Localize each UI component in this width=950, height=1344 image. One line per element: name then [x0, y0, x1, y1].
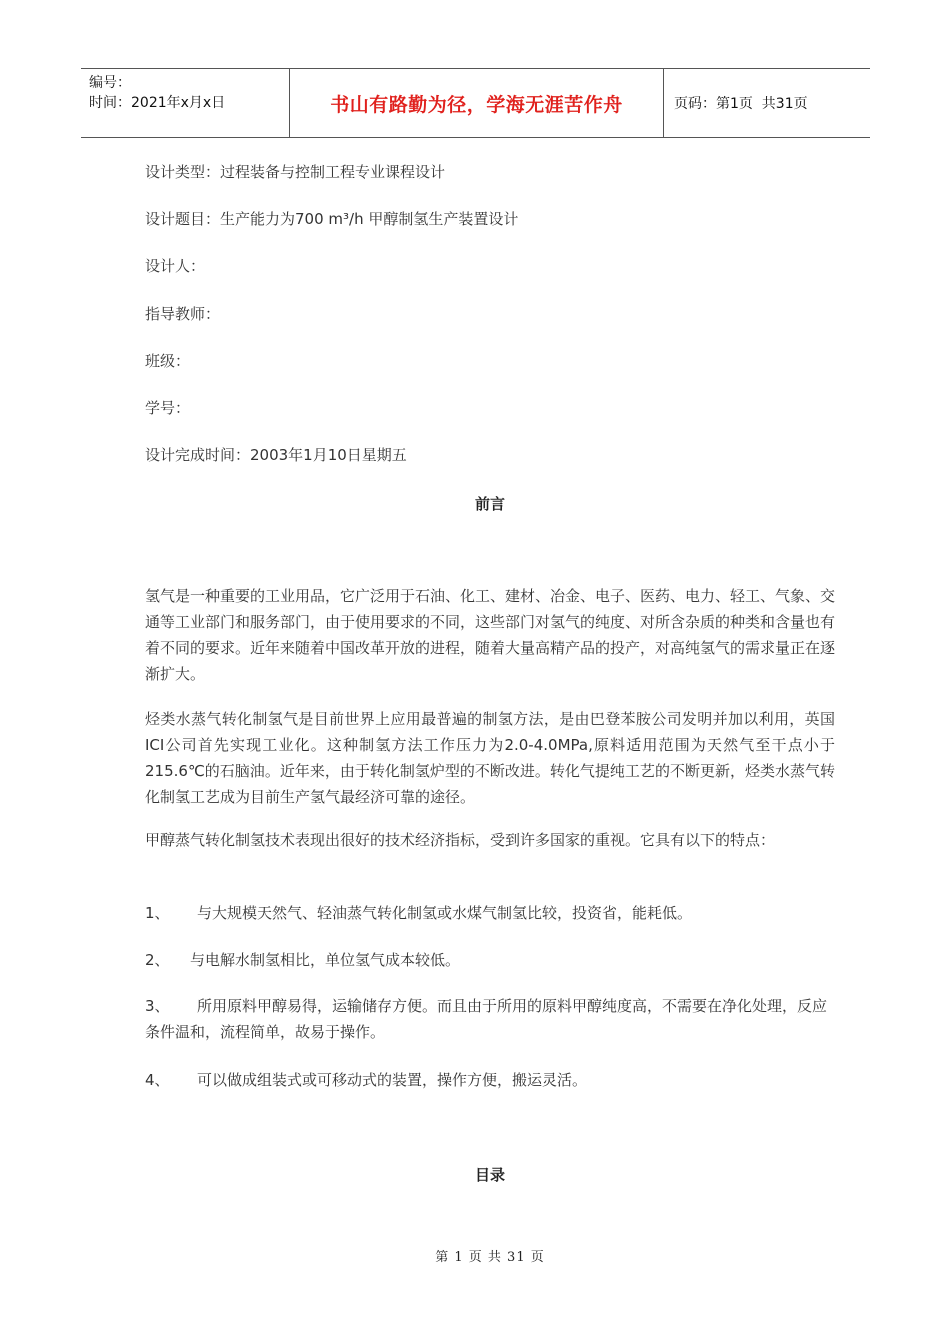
- preface-heading: 前言: [474, 495, 505, 513]
- header-motto: 书山有路勤为径，学海无涯苦作舟: [290, 69, 664, 137]
- feature-text: 与大规模天然气、轻油蒸气转化制氢或水煤气制氢比较，投资省，能耗低。: [197, 904, 693, 922]
- feature-list-item: [145, 900, 835, 926]
- feature-text: 与电解水制氢相比，单位氢气成本较低。: [190, 951, 461, 969]
- preface-paragraph: 烃类水蒸气转化制氢气是目前世界上应用最普遍的制氢方法，是由巴登苯胺公司发明并加以利用，英国ICI公司首先实现工业化。这种制氢方法工作压力为2.0-4.0MPa,原料适用范围为天然气至干点小于215.6℃的石脑油。近年来，由于转化制氢炉型的不断改进。转化气提纯工艺的不断更新，烃类水蒸气转化制氢工艺成为目前生产氢气最经济可靠的途径。: [145, 710, 835, 806]
- preface-paragraph: 甲醇蒸气转化制氢技术表现出很好的技术经济指标，受到许多国家的重视。它具有以下的特点：: [145, 831, 776, 849]
- feature-number: 3、: [145, 997, 170, 1015]
- designer-field: 设计人：: [145, 257, 206, 275]
- design-type-field: 设计类型：过程装备与控制工程专业课程设计: [145, 163, 446, 181]
- design-topic-field: 设计题目：生产能力为700 m³/h 甲醇制氢生产装置设计: [145, 210, 519, 228]
- feature-list-item: [145, 993, 835, 1045]
- feature-number: 4、: [145, 1071, 170, 1089]
- page-footer: 第 1 页 共 31 页: [435, 1250, 545, 1265]
- preface-paragraph: 氢气是一种重要的工业用品，它广泛用于石油、化工、建材、冶金、电子、医药、电力、轻工、气象、交通等工业部门和服务部门，由于使用要求的不同，这些部门对氢气的纯度、对所含杂质的种类和含量也有着不同的要求。近年来随着中国改革开放的进程，随着大量高精产品的投产，对高纯氢气的需求量正在逐渐扩大。: [145, 587, 836, 683]
- advisor-field: 指导教师：: [145, 305, 221, 323]
- feature-number: 2、: [145, 951, 170, 969]
- header-page-label: 页码：第1页 共31页: [674, 96, 808, 112]
- toc-heading: 目录: [474, 1166, 505, 1184]
- feature-number: 1、: [145, 904, 170, 922]
- completion-time-field: 设计完成时间：2003年1月10日星期五: [145, 446, 407, 464]
- header-left-cell: [81, 69, 290, 137]
- feature-text: 可以做成组装式或可移动式的装置，操作方便，搬运灵活。: [197, 1071, 588, 1089]
- feature-text: 所用原料甲醇易得，运输储存方便。而且由于所用的原料甲醇纯度高，不需要在净化处理，反应条件温和，流程简单，故易于操作。: [145, 997, 828, 1041]
- header-page-cell: [664, 69, 870, 137]
- feature-list-item: [145, 947, 835, 973]
- feature-list-item: [145, 1067, 835, 1093]
- class-field: 班级：: [145, 352, 191, 370]
- student-id-field: 学号：: [145, 399, 191, 417]
- document-time-label: 时间：2021年x月x日: [89, 95, 226, 111]
- page-header: [81, 68, 870, 138]
- document-number-label: 编号：: [89, 75, 131, 91]
